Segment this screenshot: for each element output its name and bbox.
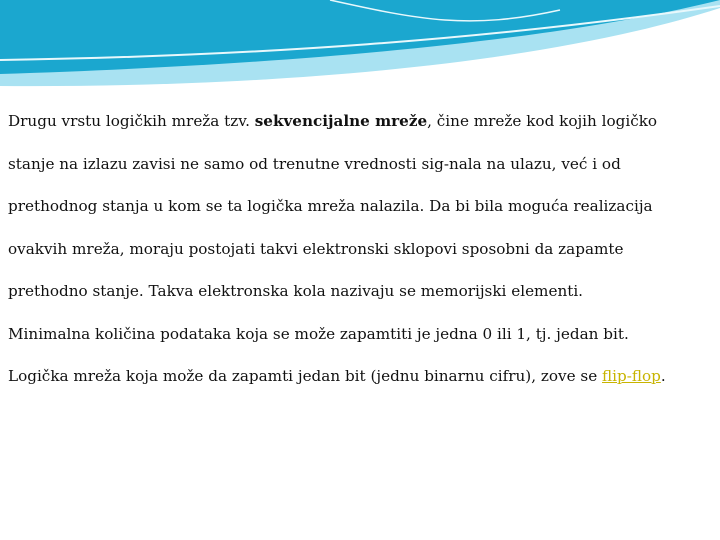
text-span: Logička mreža koja može da zapamti jedan bit (jednu binarnu cifru), zove se	[8, 367, 603, 385]
paragraph-line-7	[8, 365, 712, 408]
paragraph-line-1	[8, 110, 712, 153]
text-span: .	[660, 367, 666, 385]
flip-flop-link[interactable]: flip-flop	[602, 367, 661, 385]
text-span: Drugu vrstu logičkih mreža tzv.	[8, 112, 255, 130]
header-wave-decoration	[0, 0, 720, 90]
paragraph-line-6: Minimalna količina podataka koja se može zapamtiti je jedna 0 ili 1, tj. jedan bit.	[8, 324, 629, 343]
text-span: , čine mreže kod kojih logičko	[427, 112, 658, 130]
paragraph-line-2: stanje na izlazu zavisi ne samo od trenutne vrednosti sig-nala na ulazu, već i od	[8, 154, 621, 173]
term-sekvencijalne-mreze: sekvencijalne mreže	[254, 112, 428, 130]
paragraph-line-5: prethodno stanje. Takva elektronska kola nazivaju se memorijski elementi.	[8, 282, 584, 300]
paragraph-line-4: ovakvih mreža, moraju postojati takvi elektronski sklopovi sposobni da zapamte	[8, 239, 624, 258]
paragraph-line-3: prethodnog stanja u kom se ta logička mreža nalazila. Da bi bila moguća realizacija	[8, 197, 653, 215]
main-paragraph	[8, 110, 712, 408]
